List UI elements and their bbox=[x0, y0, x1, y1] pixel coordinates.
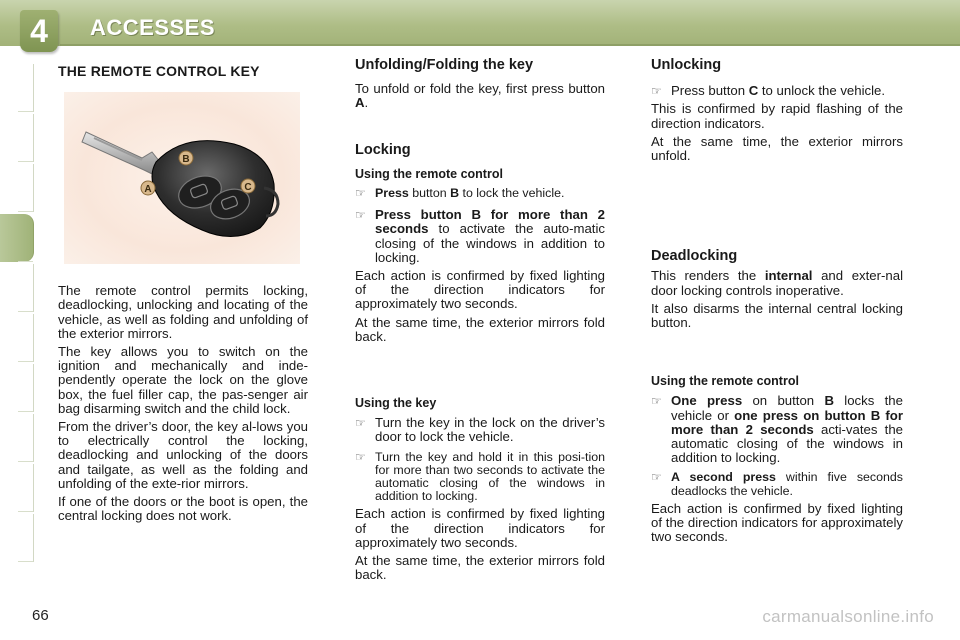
paragraph-locking-mirrors: At the same time, the exterior mirrors fold back. bbox=[355, 314, 605, 344]
section-heading-unlocking: Unlocking bbox=[651, 57, 722, 73]
page-title: ACCESSES bbox=[90, 15, 216, 40]
section-heading-locking: Locking bbox=[355, 141, 411, 158]
figure-label-a: A bbox=[144, 184, 152, 195]
paragraph-locking-confirm: Each action is confirmed by fixed lighting of the direction indicators for approximately two seconds. bbox=[355, 268, 605, 312]
chapter-tab-6[interactable] bbox=[0, 314, 34, 362]
watermark: carmanualsonline.info bbox=[762, 607, 934, 626]
chapter-badge bbox=[20, 10, 58, 52]
subheading-locking-key: Using the key bbox=[355, 396, 437, 411]
pointing-hand-icon: ☞ bbox=[651, 84, 662, 99]
paragraph-door-open-note: If one of the doors or the boot is open, the central locking does not work. bbox=[58, 494, 308, 524]
bullet-turn-key: ☞ Turn the key in the lock on the driver’s door to lock the vehicle. bbox=[355, 415, 605, 445]
column-unlocking-deadlocking bbox=[651, 58, 903, 548]
bullet-hold-key: ☞ Turn the key and hold it in this posi-tion for more than two seconds to activate the automatic closing of the windows in addition to locking. bbox=[355, 449, 605, 504]
remote-key-illustration bbox=[64, 92, 300, 264]
chapter-tab-8[interactable] bbox=[0, 414, 34, 462]
paragraph-deadlocking-confirm: Each action is confirmed by fixed lighting of the direction indicators for approximately two seconds. bbox=[651, 500, 903, 545]
paragraph-unfold: To unfold or fold the key, first press button A. bbox=[355, 81, 605, 111]
bullet-press-c: ☞ Press button C to unlock the vehicle. bbox=[651, 83, 886, 99]
paragraph-unlocking-confirm: This is confirmed by rapid flashing of the direction indicators. bbox=[651, 101, 903, 131]
paragraph-key-functions: The key allows you to switch on the ignition and mechanically and inde-pendently operate the lock on the glove box, the fuel filler cap, the pas-senger air bag disarming switch and the child lock. bbox=[58, 344, 308, 416]
remote-key-icon bbox=[64, 92, 300, 264]
chapter-number: 4 bbox=[30, 13, 48, 49]
page-number: 66 bbox=[32, 607, 49, 624]
chapter-tab-4-active[interactable] bbox=[0, 214, 34, 262]
pointing-hand-icon: ☞ bbox=[651, 470, 662, 485]
bullet-second-press: ☞ A second press within five seconds deadlocks the vehicle. bbox=[651, 470, 903, 498]
section-heading-remote-control-key: THE REMOTE CONTROL KEY bbox=[58, 63, 260, 79]
paragraph-deadlocking-intro: This renders the internal and exter-nal door locking controls inoperative. bbox=[651, 268, 903, 298]
pointing-hand-icon: ☞ bbox=[651, 394, 662, 409]
chapter-tab-5[interactable] bbox=[0, 264, 34, 312]
figure-label-c: C bbox=[244, 182, 252, 193]
chapter-tab-1[interactable] bbox=[0, 64, 34, 112]
pointing-hand-icon: ☞ bbox=[355, 416, 366, 431]
paragraph-key-mirrors: At the same time, the exterior mirrors fold back. bbox=[355, 553, 605, 583]
figure-label-b: B bbox=[182, 154, 190, 165]
paragraph-drivers-door: From the driver’s door, the key al-lows you to electrically control the locking, deadlocking and unlocking of the doors and tailgate, as well as the folding and unfolding of the exte-rior mirrors. bbox=[58, 419, 308, 491]
pointing-hand-icon: ☞ bbox=[355, 186, 366, 201]
chapter-tabs bbox=[0, 64, 34, 564]
column-folding-locking bbox=[355, 58, 605, 586]
bullet-press-b-2-seconds: ☞ Press button B for more than 2 seconds to activate the auto-matic closing of the windows in addition to locking. bbox=[355, 207, 605, 265]
chapter-tab-3[interactable] bbox=[0, 164, 34, 212]
paragraph-remote-intro: The remote control permits locking, deadlocking, unlocking and locating of the vehicle, as well as folding and unfolding of the exterior mirrors. bbox=[58, 283, 308, 341]
paragraph-deadlocking-disarm: It also disarms the internal central locking button. bbox=[651, 300, 903, 331]
pointing-hand-icon: ☞ bbox=[355, 449, 366, 464]
chapter-tab-7[interactable] bbox=[0, 364, 34, 412]
section-heading-unfolding: Unfolding/Folding the key bbox=[355, 57, 534, 73]
chapter-tab-9[interactable] bbox=[0, 464, 34, 512]
subheading-locking-remote: Using the remote control bbox=[355, 166, 503, 181]
bullet-one-press: ☞ One press on button B locks the vehicle or one press on button B for more than 2 seconds acti-vates the automatic closing of the windows in addition to locking. bbox=[651, 393, 904, 466]
paragraph-unlocking-mirrors: At the same time, the exterior mirrors unfold. bbox=[651, 133, 903, 164]
section-heading-deadlocking: Deadlocking bbox=[651, 248, 738, 265]
chapter-tab-2[interactable] bbox=[0, 114, 34, 162]
bullet-press-b: ☞ Press button B to lock the vehicle. bbox=[355, 186, 565, 201]
header-divider bbox=[60, 44, 960, 46]
subheading-deadlocking-remote: Using the remote control bbox=[651, 374, 799, 389]
pointing-hand-icon: ☞ bbox=[355, 208, 366, 223]
paragraph-key-confirm: Each action is confirmed by fixed lighting of the direction indicators for approximately two seconds. bbox=[355, 506, 605, 550]
chapter-tab-10[interactable] bbox=[0, 514, 34, 562]
